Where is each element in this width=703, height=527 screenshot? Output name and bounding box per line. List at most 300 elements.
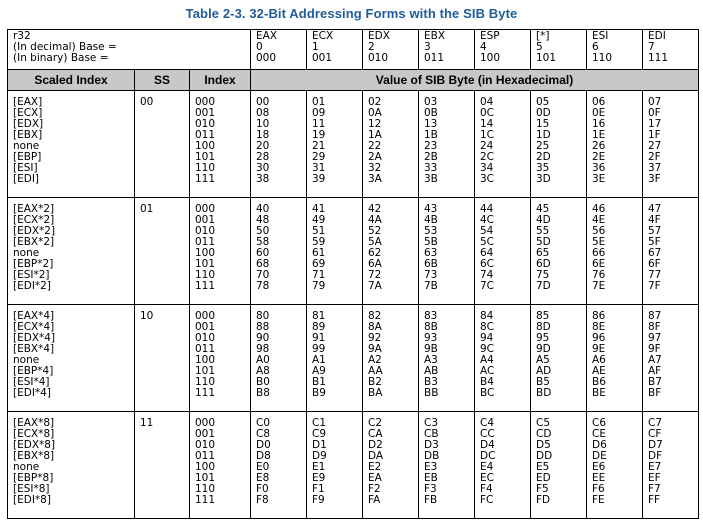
scaled-index-entry: none — [13, 247, 40, 259]
sib-value: D3 — [424, 439, 439, 451]
sib-value: AB — [424, 365, 439, 377]
sib-value: D1 — [312, 439, 327, 451]
sib-value: D0 — [256, 439, 271, 451]
sib-value: 18 — [256, 129, 270, 141]
index-bits-entry: 111 — [195, 173, 216, 185]
base-cell-ecx — [307, 30, 363, 70]
sib-value: 57 — [648, 225, 662, 237]
sib-value: 37 — [648, 162, 662, 174]
sib-value: 19 — [312, 129, 326, 141]
sib-value: E6 — [592, 461, 606, 473]
sib-value: 83 — [424, 310, 438, 322]
sib-value: 55 — [536, 225, 550, 237]
sib-value: 0D — [536, 107, 551, 119]
scaled-index-entry: none — [13, 354, 40, 366]
sib-value: 28 — [256, 151, 270, 163]
sib-value: 15 — [536, 118, 550, 130]
scaled-index-entry: [EAX*8] — [13, 417, 55, 429]
sib-value: 1C — [480, 129, 495, 141]
index-cell — [190, 305, 251, 412]
sib-value: C2 — [368, 417, 383, 429]
scaled-index-entry: [EBX*2] — [13, 236, 55, 248]
sib-value: B1 — [312, 376, 326, 388]
base-cell-edi — [643, 30, 699, 70]
base-cell-esi — [587, 30, 643, 70]
sib-value: 44 — [480, 203, 494, 215]
sib-value: 43 — [424, 203, 438, 215]
sib-value: 5B — [424, 236, 438, 248]
index-header: Index — [190, 70, 251, 91]
sib-value: 34 — [480, 162, 494, 174]
index-bits-entry: 010 — [195, 332, 216, 344]
sib-value: 54 — [480, 225, 494, 237]
index-cell — [190, 412, 251, 519]
sib-value-column — [475, 91, 531, 198]
sib-value: E9 — [312, 472, 326, 484]
sib-value: 07 — [648, 96, 662, 108]
sib-value: EA — [368, 472, 382, 484]
scaled-index-entry: [EAX*4] — [13, 310, 55, 322]
sib-value: 87 — [648, 310, 662, 322]
sib-value-column — [531, 412, 587, 519]
sib-value: 5D — [536, 236, 551, 248]
sib-value: 8E — [592, 321, 606, 333]
sib-value: 32 — [368, 162, 382, 174]
sib-value: AC — [480, 365, 495, 377]
sib-value: 41 — [312, 203, 326, 215]
sib-value: 35 — [536, 162, 550, 174]
binary-base-label: (In binary) Base = — [13, 52, 109, 64]
sib-value-column — [643, 91, 699, 198]
sib-value: A6 — [592, 354, 606, 366]
sib-value: 2E — [592, 151, 606, 163]
sib-value-column — [307, 91, 363, 198]
base-dec: 4 — [480, 41, 487, 53]
sib-value: A2 — [368, 354, 382, 366]
sib-value: 4D — [536, 214, 551, 226]
sib-value: 65 — [536, 247, 550, 259]
sib-value: 8F — [648, 321, 661, 333]
sib-value: 3D — [536, 173, 551, 185]
sib-value: BB — [424, 387, 439, 399]
sib-value: F9 — [312, 494, 325, 506]
sib-value: 6B — [424, 258, 438, 270]
base-reg: ESI — [592, 30, 609, 42]
index-bits-entry: 011 — [195, 450, 216, 462]
sib-value: 03 — [424, 96, 438, 108]
sib-value: 78 — [256, 280, 270, 292]
sib-value: 79 — [312, 280, 326, 292]
sib-value: 0B — [424, 107, 438, 119]
base-bin: 011 — [424, 52, 445, 64]
sib-value: F1 — [312, 483, 325, 495]
scaled-index-entry: [EDI] — [13, 173, 40, 185]
sib-value-column — [531, 91, 587, 198]
sib-value: 22 — [368, 140, 382, 152]
table-caption: Table 2-3. 32-Bit Addressing Forms with the SIB Byte — [185, 6, 518, 21]
sib-value-column — [251, 91, 307, 198]
scaled-index-entry: [ESI] — [13, 162, 38, 174]
sib-value: 74 — [480, 269, 494, 281]
scaled-index-entry: none — [13, 461, 40, 473]
sib-value: 4A — [368, 214, 382, 226]
ss-value: 01 — [140, 203, 154, 215]
sib-value: 53 — [424, 225, 438, 237]
index-bits-entry: 001 — [195, 214, 216, 226]
sib-value: 0F — [648, 107, 661, 119]
sib-value: D9 — [312, 450, 327, 462]
sib-value: F0 — [256, 483, 269, 495]
sib-value: B7 — [648, 376, 662, 388]
sib-value: E2 — [368, 461, 382, 473]
sib-value: C6 — [592, 417, 607, 429]
sib-value: CA — [368, 428, 383, 440]
sib-value: 3F — [648, 173, 661, 185]
sib-value: CD — [536, 428, 552, 440]
sib-value: 25 — [536, 140, 550, 152]
sib-value-column — [475, 198, 531, 305]
scaled-index-entry: [ECX*8] — [13, 428, 55, 440]
index-bits-entry: 101 — [195, 365, 216, 377]
sib-value: DB — [424, 450, 440, 462]
sib-value: AA — [368, 365, 383, 377]
sib-value: 86 — [592, 310, 606, 322]
scaled-index-entry: [EAX*2] — [13, 203, 55, 215]
sib-value-column — [475, 412, 531, 519]
sib-value: 61 — [312, 247, 326, 259]
sib-value: BC — [480, 387, 495, 399]
column-header-row — [8, 70, 699, 91]
sib-value: 4E — [592, 214, 606, 226]
base-bin: 100 — [480, 52, 501, 64]
ss-value: 00 — [140, 96, 154, 108]
sib-value: EE — [592, 472, 606, 484]
sib-value: 00 — [256, 96, 270, 108]
sib-value: 4F — [648, 214, 661, 226]
sib-value: 11 — [312, 118, 326, 130]
sib-value: 97 — [648, 332, 662, 344]
sib-value: EC — [480, 472, 494, 484]
sib-value: F4 — [480, 483, 493, 495]
sib-value: A8 — [256, 365, 270, 377]
sib-value: 1B — [424, 129, 438, 141]
index-bits-entry: 010 — [195, 118, 216, 130]
sib-value: 8B — [424, 321, 438, 333]
sib-value: E8 — [256, 472, 270, 484]
sib-value: 7A — [368, 280, 382, 292]
sib-value-column — [419, 412, 475, 519]
sib-value: F6 — [592, 483, 605, 495]
sib-value-column — [587, 305, 643, 412]
sib-value: 2B — [424, 151, 438, 163]
ss-value: 10 — [140, 310, 154, 322]
scaled-index-entry: [ESI*4] — [13, 376, 50, 388]
base-dec: 0 — [256, 41, 263, 53]
sib-value: A1 — [312, 354, 326, 366]
sib-value: 7F — [648, 280, 661, 292]
sib-value: 6E — [592, 258, 606, 270]
sib-value: 40 — [256, 203, 270, 215]
sib-value: E0 — [256, 461, 270, 473]
sib-value: 2A — [368, 151, 382, 163]
sib-value: 8D — [536, 321, 551, 333]
sib-value-column — [587, 198, 643, 305]
scaled-index-cell — [8, 412, 135, 519]
base-dec: 5 — [536, 41, 543, 53]
sib-value: BA — [368, 387, 383, 399]
sib-value: 7E — [592, 280, 606, 292]
sib-value: FC — [480, 494, 494, 506]
sib-value: 39 — [312, 173, 326, 185]
sib-value: 10 — [256, 118, 270, 130]
sib-value: 0C — [480, 107, 495, 119]
sib-value: F8 — [256, 494, 269, 506]
scaled-index-entry: [EBX] — [13, 129, 43, 141]
sib-value: E3 — [424, 461, 438, 473]
index-bits-entry: 000 — [195, 310, 216, 322]
sib-value: 9E — [592, 343, 606, 355]
sib-value-column — [643, 305, 699, 412]
sib-value: 3B — [424, 173, 438, 185]
sib-value: FF — [648, 494, 661, 506]
sib-value: B0 — [256, 376, 270, 388]
sib-value: 31 — [312, 162, 326, 174]
base-dec: 7 — [648, 41, 655, 53]
sib-value: EF — [648, 472, 661, 484]
sib-value: 85 — [536, 310, 550, 322]
sib-value: 29 — [312, 151, 326, 163]
sib-value: 56 — [592, 225, 606, 237]
sib-value: 04 — [480, 96, 494, 108]
scaled-index-entry: [EAX] — [13, 96, 43, 108]
index-bits-entry: 001 — [195, 321, 216, 333]
sib-value-column — [251, 305, 307, 412]
index-bits-entry: 110 — [195, 162, 216, 174]
ss-cell — [135, 91, 190, 198]
index-bits-entry: 101 — [195, 151, 216, 163]
sib-value-column — [363, 412, 419, 519]
sib-value: 9C — [480, 343, 495, 355]
sib-value-column — [643, 198, 699, 305]
sib-value: EB — [424, 472, 438, 484]
sib-value: 92 — [368, 332, 382, 344]
sib-value: DA — [368, 450, 384, 462]
sib-value-column — [363, 198, 419, 305]
sib-value-column — [475, 305, 531, 412]
sib-value: 2D — [536, 151, 551, 163]
sib-value-column — [363, 305, 419, 412]
scaled-index-entry: [ECX] — [13, 107, 43, 119]
sib-value: 05 — [536, 96, 550, 108]
sib-value: 99 — [312, 343, 326, 355]
sib-value: 2C — [480, 151, 495, 163]
sib-value: D4 — [480, 439, 495, 451]
base-bin: 110 — [592, 52, 613, 64]
index-bits-entry: 110 — [195, 376, 216, 388]
sib-value: AF — [648, 365, 662, 377]
sib-value: 60 — [256, 247, 270, 259]
sib-value: 5A — [368, 236, 382, 248]
sib-value: E7 — [648, 461, 662, 473]
sib-value: 63 — [424, 247, 438, 259]
sib-value: B9 — [312, 387, 326, 399]
sib-value: E5 — [536, 461, 550, 473]
base-dec: 1 — [312, 41, 319, 53]
sib-value: 3E — [592, 173, 606, 185]
sib-value: B3 — [424, 376, 438, 388]
sib-value: 1A — [368, 129, 382, 141]
sib-value: 23 — [424, 140, 438, 152]
scaled-index-entry: [EBP*2] — [13, 258, 54, 270]
scaled-index-cell — [8, 305, 135, 412]
index-bits-entry: 001 — [195, 107, 216, 119]
sib-value: B6 — [592, 376, 606, 388]
sib-value: C9 — [312, 428, 327, 440]
sib-value: AD — [536, 365, 552, 377]
sib-value: 5F — [648, 236, 661, 248]
sib-value: F7 — [648, 483, 661, 495]
sib-value: 93 — [424, 332, 438, 344]
index-bits-entry: 010 — [195, 225, 216, 237]
index-bits-entry: 000 — [195, 96, 216, 108]
scaled-index-entry: [EDI*2] — [13, 280, 51, 292]
sib-value: ED — [536, 472, 551, 484]
index-cell — [190, 198, 251, 305]
sib-value: 6F — [648, 258, 661, 270]
base-reg: [*] — [536, 30, 550, 42]
sib-value: 82 — [368, 310, 382, 322]
sib-value: 20 — [256, 140, 270, 152]
sib-value: 91 — [312, 332, 326, 344]
index-bits-entry: 101 — [195, 258, 216, 270]
sib-value: 5E — [592, 236, 606, 248]
sib-value: 76 — [592, 269, 606, 281]
sib-value: 09 — [312, 107, 326, 119]
r32-label: r32 — [13, 30, 31, 42]
sib-value: D5 — [536, 439, 551, 451]
sib-value: 0A — [368, 107, 382, 119]
sib-value: FD — [536, 494, 551, 506]
sib-value: 47 — [648, 203, 662, 215]
scaled-index-entry: [EDI*4] — [13, 387, 51, 399]
sib-value: 98 — [256, 343, 270, 355]
sib-value-column — [251, 198, 307, 305]
ss-block-row — [8, 91, 699, 198]
sib-value-column — [531, 198, 587, 305]
sib-value: CC — [480, 428, 495, 440]
value-header: Value of SIB Byte (in Hexadecimal) — [251, 70, 699, 91]
sib-value: 17 — [648, 118, 662, 130]
base-reg: EAX — [256, 30, 278, 42]
sib-value: 90 — [256, 332, 270, 344]
sib-value: DE — [592, 450, 607, 462]
sib-value: 84 — [480, 310, 494, 322]
index-bits-entry: 111 — [195, 494, 216, 506]
sib-value-column — [419, 198, 475, 305]
base-reg: EDX — [368, 30, 390, 42]
sib-value: 01 — [312, 96, 326, 108]
sib-value: 2F — [648, 151, 661, 163]
scaled-index-entry: [EBX*4] — [13, 343, 55, 355]
sib-value: CE — [592, 428, 606, 440]
scaled-index-entry: [EDX*8] — [13, 439, 56, 451]
sib-value: 38 — [256, 173, 270, 185]
sib-value: 27 — [648, 140, 662, 152]
sib-value: 13 — [424, 118, 438, 130]
sib-value: 81 — [312, 310, 326, 322]
index-bits-entry: 100 — [195, 140, 216, 152]
sib-value: 64 — [480, 247, 494, 259]
sib-value: 89 — [312, 321, 326, 333]
index-bits-entry: 100 — [195, 354, 216, 366]
scaled-index-entry: [ECX*2] — [13, 214, 55, 226]
sib-value: CF — [648, 428, 662, 440]
sib-value: DF — [648, 450, 663, 462]
base-cell-eax — [251, 30, 307, 70]
sib-value: 5C — [480, 236, 495, 248]
sib-value-column — [363, 91, 419, 198]
scaled-index-entry: [EBP] — [13, 151, 42, 163]
ss-block-row — [8, 198, 699, 305]
sib-value: C7 — [648, 417, 663, 429]
scaled-index-entry: [EBP*4] — [13, 365, 54, 377]
sib-value: C5 — [536, 417, 551, 429]
sib-value: FB — [424, 494, 438, 506]
base-legend-cell — [8, 30, 251, 70]
ss-value: 11 — [140, 417, 154, 429]
sib-value: A4 — [480, 354, 494, 366]
base-bin: 101 — [536, 52, 557, 64]
sib-value: 08 — [256, 107, 270, 119]
sib-value: BF — [648, 387, 662, 399]
scaled-index-entry: [EDX*4] — [13, 332, 56, 344]
sib-value: 6C — [480, 258, 495, 270]
sib-value: 6A — [368, 258, 382, 270]
ss-cell — [135, 412, 190, 519]
index-bits-entry: 000 — [195, 203, 216, 215]
sib-value: 45 — [536, 203, 550, 215]
base-cell-star — [531, 30, 587, 70]
sib-value: 14 — [480, 118, 494, 130]
index-bits-entry: 001 — [195, 428, 216, 440]
scaled-index-entry: [EDX*2] — [13, 225, 56, 237]
sib-value: B5 — [536, 376, 550, 388]
sib-value: 7C — [480, 280, 495, 292]
sib-value: 4B — [424, 214, 438, 226]
sib-value-column — [419, 305, 475, 412]
sib-value: 69 — [312, 258, 326, 270]
sib-value: 96 — [592, 332, 606, 344]
sib-value: 1E — [592, 129, 606, 141]
ss-block-row — [8, 305, 699, 412]
scaled-index-cell — [8, 198, 135, 305]
sib-value: 6D — [536, 258, 551, 270]
ss-block-row — [8, 412, 699, 519]
sib-value: 71 — [312, 269, 326, 281]
sib-value: F3 — [424, 483, 437, 495]
sib-value: F2 — [368, 483, 381, 495]
sib-value: 70 — [256, 269, 270, 281]
index-bits-entry: 100 — [195, 461, 216, 473]
base-dec: 3 — [424, 41, 431, 53]
sib-value-column — [251, 412, 307, 519]
scaled-index-entry: none — [13, 140, 40, 152]
sib-value: D8 — [256, 450, 271, 462]
sib-value: 1D — [536, 129, 551, 141]
sib-value: C0 — [256, 417, 271, 429]
base-row — [8, 30, 699, 70]
sib-value: 48 — [256, 214, 270, 226]
